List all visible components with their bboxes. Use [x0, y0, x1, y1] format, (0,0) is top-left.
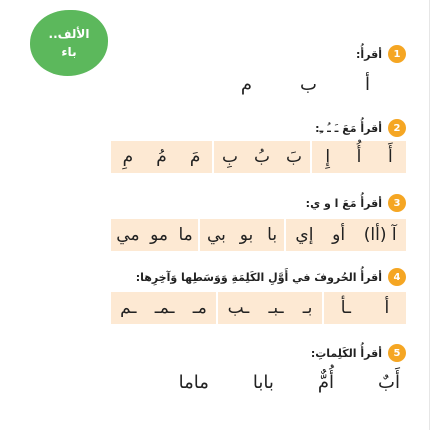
section-1-instruction: أقرأُ:	[356, 47, 382, 61]
section-1-header	[356, 45, 406, 63]
letter-item: أ	[364, 74, 370, 95]
meem-forms-group	[111, 298, 216, 318]
section-3-number: 3	[388, 194, 406, 212]
section-2-number: 2	[388, 119, 406, 137]
syllable-item: بَ	[286, 147, 303, 167]
section-4-instruction: أقرأُ الحُروفَ في أَوَّلِ الكَلِمَةِ وَوَسَطِها وَآخِرِها:	[135, 270, 382, 284]
section-5-number: 5	[388, 344, 406, 362]
badge-line-2: باء	[61, 45, 77, 59]
syllable-item: مُ	[156, 147, 167, 167]
section-4-header	[136, 268, 406, 286]
letter-form-item: ـمـ	[154, 298, 175, 318]
syllable-item: بُ	[254, 147, 271, 167]
band-separator	[284, 219, 286, 251]
section-5-header	[311, 344, 406, 362]
syllable-item: أَ	[387, 147, 393, 167]
section-2-band	[111, 141, 406, 173]
letter-form-item: مـ	[192, 298, 207, 318]
letter-item: م	[240, 74, 253, 95]
band-separator	[216, 292, 218, 324]
band-separator	[198, 219, 200, 251]
word-item: بابا	[252, 372, 274, 393]
section-2-header	[315, 119, 406, 137]
section-3-band	[111, 219, 406, 251]
lesson-title-badge	[30, 10, 108, 76]
letter-form-item: أ	[384, 298, 390, 318]
section-4-band	[111, 292, 406, 324]
syllable-item: آ (أا)	[363, 225, 397, 245]
syllable-item: بي	[206, 225, 226, 245]
section-3-instruction: أقرأُ مَعَ ا و ي:	[305, 196, 382, 210]
letter-item: ب	[300, 74, 317, 95]
syllable-item: مِ	[122, 147, 134, 167]
band-separator	[310, 141, 312, 173]
baa-forms-group	[218, 298, 322, 318]
syllable-item: مَ	[189, 147, 201, 167]
word-item: أُمٌّ	[317, 372, 335, 393]
letter-form-item: ـبـ	[268, 298, 284, 318]
section-4-number: 4	[388, 268, 406, 286]
section-1-number: 1	[388, 45, 406, 63]
alif-long-group	[286, 225, 406, 245]
alif-forms-group	[324, 298, 406, 318]
syllable-item: بو	[239, 225, 254, 245]
syllable-item: إِ	[325, 147, 331, 167]
band-separator	[212, 141, 214, 173]
section-5-instruction: أقرأُ الكَلِماتِ:	[310, 346, 382, 360]
word-item: ماما	[178, 372, 209, 393]
syllable-item: إي	[295, 225, 314, 245]
section-2-instruction: أقرأُ مَعَ ـَ ـُ ـِ:	[315, 121, 382, 135]
meem-long-group	[111, 225, 198, 245]
baa-long-group	[200, 225, 284, 245]
syllable-item: أُ	[356, 147, 362, 167]
syllable-item: ما	[178, 225, 193, 245]
badge-line-1: الألف..	[48, 27, 90, 41]
section-3-header	[306, 194, 406, 212]
letter-form-item: ـم	[120, 298, 137, 318]
syllable-item: با	[267, 225, 278, 245]
section-1-letters	[241, 74, 370, 95]
baa-group	[214, 147, 310, 167]
alif-group	[312, 147, 406, 167]
syllable-item: مو	[150, 225, 168, 245]
letter-form-item: بـ	[302, 298, 313, 318]
letter-form-item: ـأ	[340, 298, 351, 318]
syllable-item: بِ	[222, 147, 239, 167]
word-item: أَبٌ	[378, 372, 400, 393]
band-separator	[322, 292, 324, 324]
section-5-words	[179, 372, 400, 393]
syllable-item: مي	[116, 225, 140, 245]
meem-group	[111, 147, 212, 167]
letter-form-item: ـب	[227, 298, 250, 318]
syllable-item: أو	[332, 225, 346, 245]
